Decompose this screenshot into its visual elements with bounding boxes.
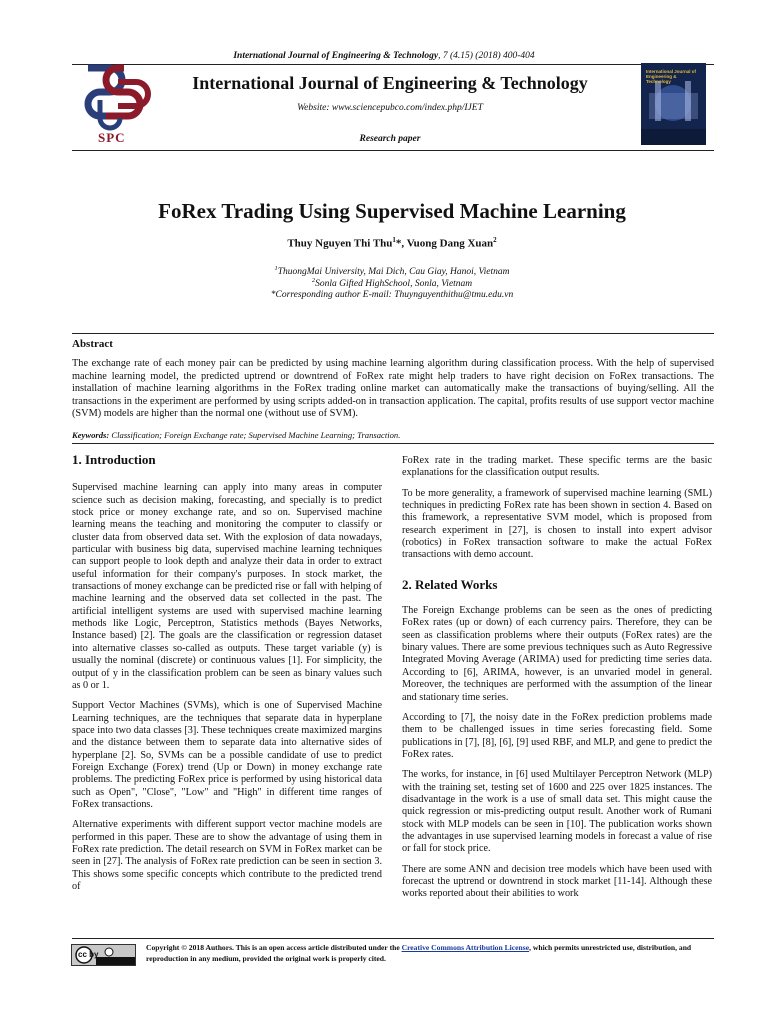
copyright-suffix: , which permits unrestricted use, distribution, and reproduction in any medium, provided the original work is properly cited. [146,943,692,963]
author-list [0,236,768,250]
affiliation-1-sup: 1 [274,265,278,272]
keywords-label: Keywords: [72,430,110,440]
intro-paragraph-2: Support Vector Machines (SVMs), which is one of Supervised Machine Learning techniques, are the techniques that separate data in hyperplane space into two data classes [3]. These techniques create maximized margins and the distance between them to separate data into alternative sides of hyperplane [2]. So, SVMs can be a possible candidate of use to predict Foreign Exchange (Forex) trend (Up or Down) in money exchange rate problems. The predicting FoRex price is performed by using historical data such as Open", "Close", "Low" and "High" in different time ranges of FoRex transactions. [72,700,382,810]
paper-title: FoRex Trading Using Supervised Machine Learning [158,199,626,223]
abstract-heading: Abstract [72,338,113,350]
citation-journal: International Journal of Engineering & Technology [233,51,439,61]
abstract-rule-bottom [72,443,714,444]
header-rule-top [72,64,714,65]
journal-name: International Journal of Engineering & Technology [192,73,588,93]
journal-website[interactable]: Website: www.sciencepubco.com/index.php/IJET [297,103,483,113]
cc-by-license-badge [71,944,136,966]
author-1: Thuy Nguyen Thi Thu [287,237,393,250]
author-1-sup: 1 [392,236,396,244]
intro-paragraph-1: Supervised machine learning can apply into many areas in computer science such as decision making, forecasting, and specially is to predict stock price or money exchange rate, and so on. Supervised machine learning means the teaching and monitoring the computer to classify or cluster data from observed data set. With the explosion of data nowadays, particular with business big data, supervised machine learning techniques can support people to look depth and analyze their data in order to extract useful information for their company's purposes. In stock market, the transactions of money exchange can be predicted rise or fall with helping of machine learning and the observed data set collected in the past. The artificial intelligent systems are used with supervised machine learning methods like Logic, Perceptron, Statistics methods (Bayes Networks, Instance based) [2]. The goals are the classification or regression dataset into alternative classes so-called as outputs. These target variable (y) is usually the nominal (discrete) or continuous values [1]. For simplicity, the output of y in the classification problem can be seen as binary values such as 0 or 1. [72,482,382,691]
section-heading-introduction: 1. Introduction [72,452,156,467]
related-paragraph-4: There are some ANN and decision tree models which have been used with forecast the uptrend or downtrend in stock market [11-14]. Although these works reported about their abilities to work [402,863,712,900]
cover-title: International Journal of Engineering & Technology [646,69,697,84]
spc-logo-text: SPC [98,130,126,145]
affiliation-2-text: Sonla Gifted HighSchool, Sonla, Vietnam [315,279,473,290]
license-link[interactable]: Creative Commons Attribution License [401,943,530,952]
intro-continued-paragraph-2: To be more generality, a framework of supervised machine learning (SML) techniques in predicting FoRex rate has been shown in section 4. Based on this framework, a representative SVM model, which is proposed from research experiment in [27], is chosen to install into expert advisor (robotics) in FoRex transaction software to make the actual FoRex transactions with demo account. [402,487,712,561]
cc-badge-text: cc by [78,950,99,959]
footer-rule [72,938,714,939]
keywords [72,430,400,440]
keywords-text: Classification; Foreign Exchange rate; Supervised Machine Learning; Transaction. [111,430,401,440]
corresponding-author [0,290,768,300]
abstract-text: The exchange rate of each money pair can be predicted by using machine learning algorithm during classification process. With the help of supervised machine learning model, the predicted uptrend or downtrend of FoRex rate might help traders to have right decision on FoRex transactions. The installation of machine learning algorithms in the FoRex trading online market can automatically make the transactions of buying/selling. All the transactions in the experiment are performed by using scripts added-on in transaction application. The capital, profits results of use support vector machine (SVM) models are higher than the normal one (without use of SVM). [72,358,714,419]
affiliation-1-text: ThuongMai University, Mai Dich, Cau Giay, Hanoi, Vietnam [277,267,510,278]
affiliation-2 [0,277,768,289]
related-paragraph-3: The works, for instance, in [6] used Multilayer Perceptron Network (MLP) with the training set, testing set of 1600 and 225 over 1825 instances. The disadvantage in the work is a use of small data set. This might cause the quick regression or mis-predicting output result. Another work of Rumani stock with MLP models can be seen in [10]. The publication works shown the advantages in use supervised learning models in forecast a value of rise or fall for stock price. [402,769,712,855]
author-separator: *, [395,237,407,250]
paper-type: Research paper [359,134,421,144]
corresponding-author-text: *Corresponding author E-mail: Thuynguyenthithu@tmu.edu.vn [270,290,514,300]
left-column [72,454,382,901]
affiliation-2-sup: 2 [311,277,316,284]
related-paragraph-2: According to [7], the noisy date in the FoRex prediction problems made them to be challenged issues in time series forecasting field. Some publications in [7], [8], [6], [9] used RBF, and MLP, and gene to predict the FoRex rates. [402,711,712,760]
intro-paragraph-3: Alternative experiments with different support vector machine models are performed in this paper. These are to show the advantage of using them in FoRex rate prediction. The detail research on SVM in FoRex market can be seen in [27]. The analysis of FoRex rate prediction can be seen in section 3. This shows some specific concepts which contribute to the predicted trend of [72,819,382,892]
citation-pages: , 7 (4.15) (2018) 400-404 [438,51,535,61]
copyright-notice [146,942,716,964]
header-rule-bottom [72,150,714,151]
copyright-prefix: Copyright © 2018 Authors. This is an open access article distributed under the [146,943,402,952]
affiliation-1 [0,265,768,277]
intro-continued-paragraph-1: FoRex rate in the trading market. These specific terms are the basic explanations for the classification output results. [402,455,712,479]
spc-logo [78,60,156,150]
journal-cover-thumbnail [641,63,706,145]
related-paragraph-1: The Foreign Exchange problems can be seen as the ones of predicting FoRex rates (up or down) of each currency pairs. Therefore, they can be seen as classification problems where their outputs (FoRex rates) are the binary values. There are some previous techniques such as Auto Regressive Integrated Moving Average (ARIMA) used for predicting time series data. According to [6], ARIMA, however, is an unvaried model in general. Moreover, the techniques are performed with the assumption of the linear and stationary time series. [402,605,712,703]
author-2: Vuong Dang Xuan [406,237,494,250]
abstract-rule-top [72,333,714,334]
section-heading-related-works: 2. Related Works [402,576,498,592]
author-2-sup: 2 [493,236,497,244]
right-column [402,455,712,909]
